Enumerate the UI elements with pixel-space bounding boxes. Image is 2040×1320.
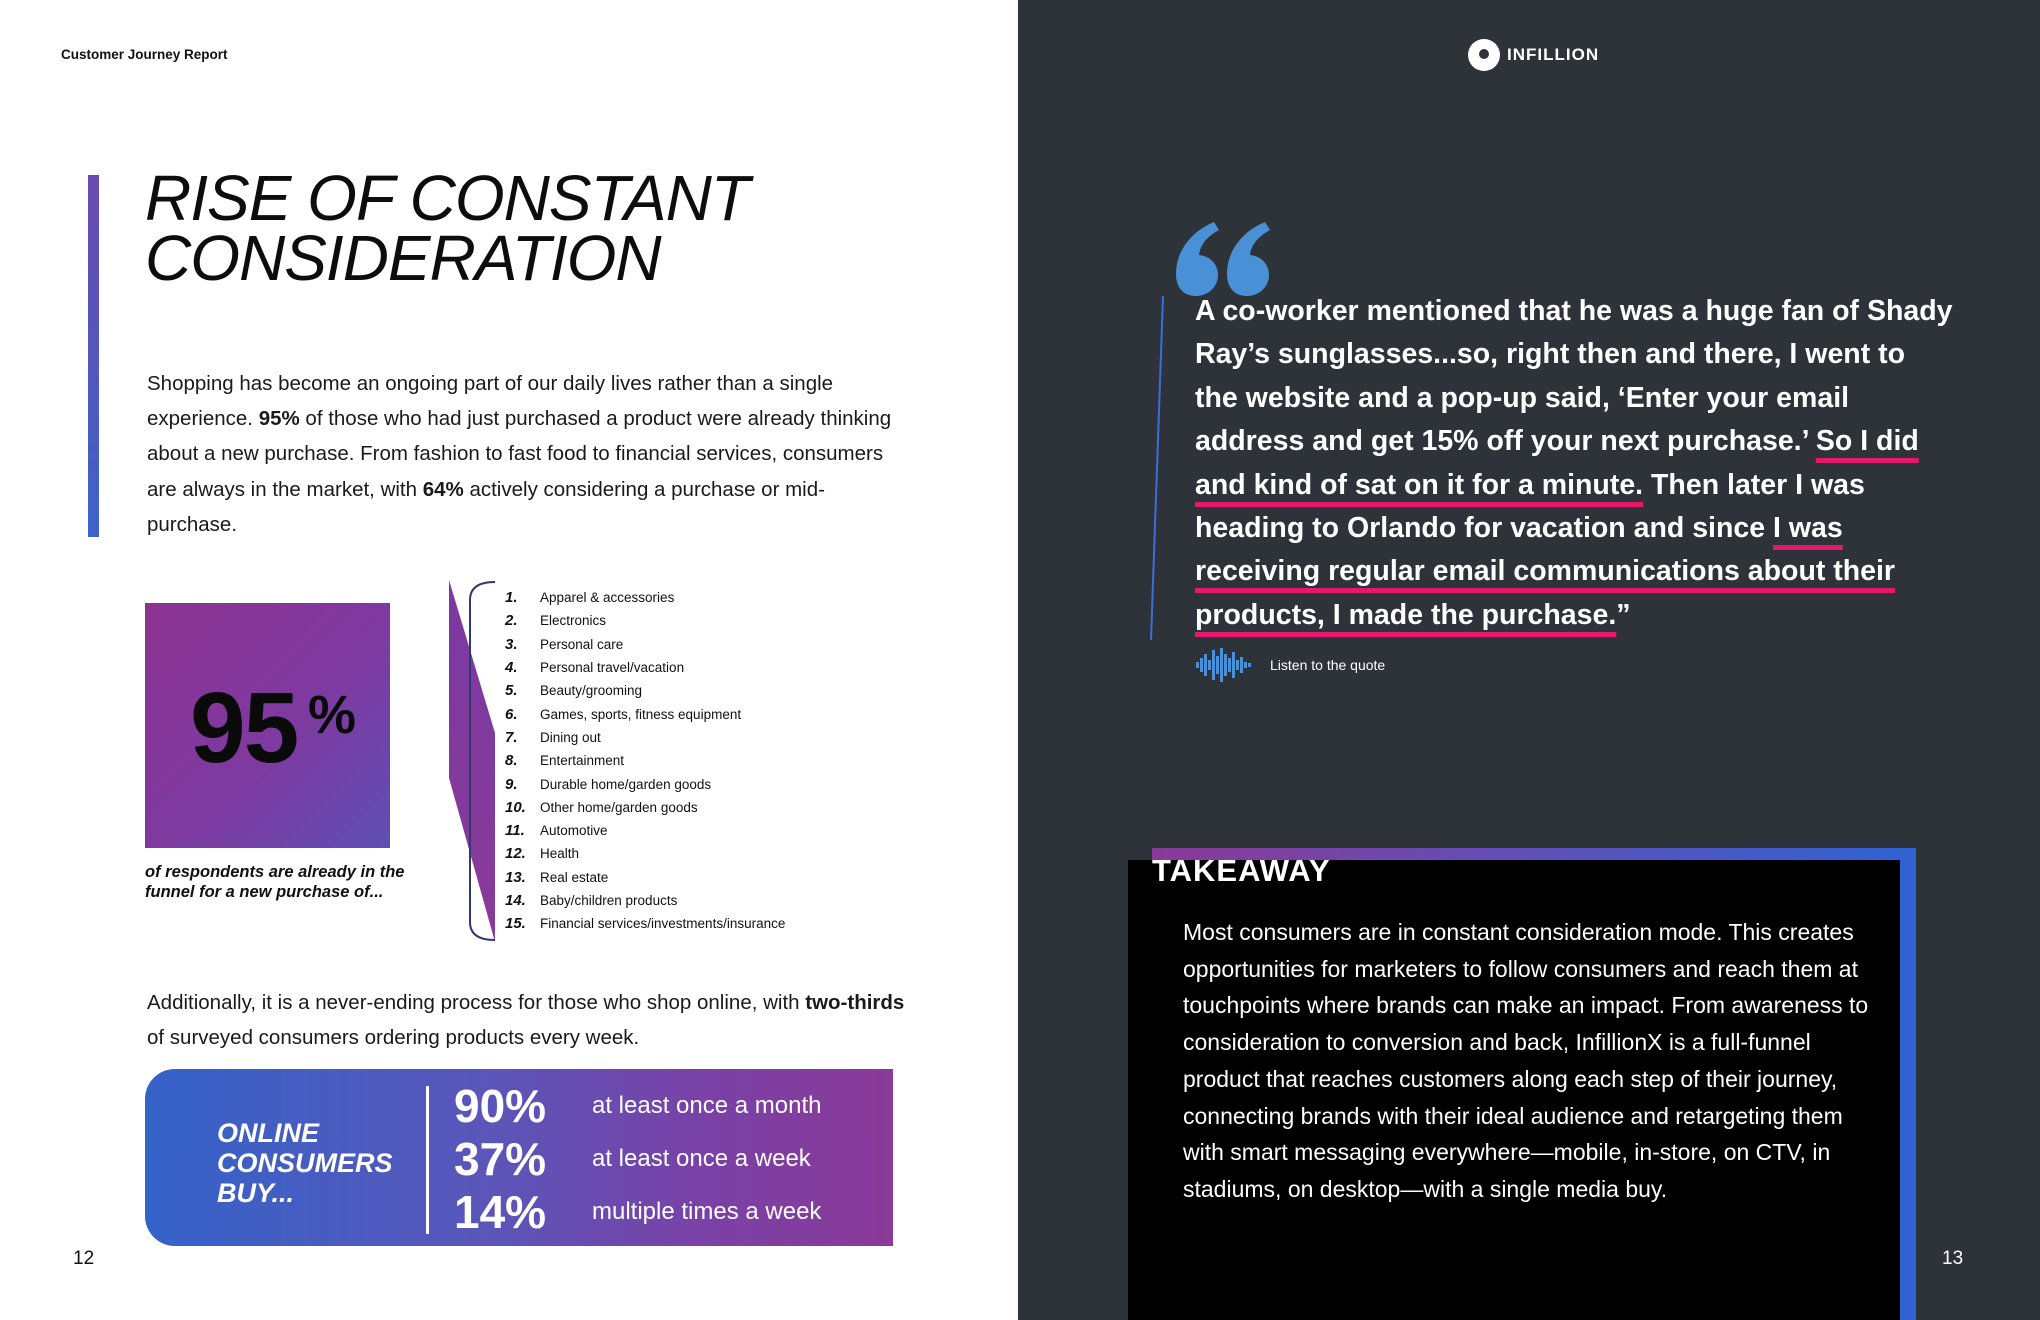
logo-text: INFILLION [1507,45,1600,64]
category-label: Beauty/grooming [540,683,643,699]
buy-row-multiple-weekly [454,1186,821,1238]
category-item [505,819,785,842]
takeaway-text: Most consumers are in constant consideration mode. This creates opportunities for marketers to follow consumers and reach them at touchpoints where brands can make an impact. From awareness to consideration to conversion and back, InfillionX is a full-funnel product that reaches customers along each step of their journey, connecting brands with their ideal audience and retargeting them with smart messaging everywhere—mobile, in-store, on CTV, in stadiums, on desktop—with a single media buy. [1183,919,1869,1202]
category-label: Dining out [540,729,601,745]
intro-text-2: of those who had just purchased a product were already thinking about a new purchase. From fashion to fast food to financial services, consumers are always in the market, with [147,407,892,501]
intro-paragraph [147,366,907,542]
category-label: Other home/garden goods [540,799,698,815]
category-number: 13. [505,868,526,886]
title-line-1: RISE OF CONSTANT [145,162,749,234]
category-number: 2. [505,612,518,630]
infillion-logo-icon [1468,39,1500,71]
category-item [505,656,785,679]
online-consumers-title [217,1118,393,1208]
category-label: Apparel & accessories [540,590,675,606]
customer-quote [1195,290,1955,637]
category-item [505,702,785,725]
category-label: Personal travel/vacation [540,660,685,676]
page-number: 12 [73,1248,95,1269]
category-label: Games, sports, fitness equipment [540,706,742,722]
category-number: 9. [505,775,518,793]
panel-divider [426,1086,429,1234]
category-number: 5. [505,682,518,700]
category-number: 8. [505,752,518,770]
listen-label[interactable]: Listen to the quote [1270,657,1386,673]
buy-pct: 90% [454,1080,547,1132]
online-shopping-paragraph [147,985,907,1055]
category-number: 7. [505,728,518,746]
category-item [505,679,785,702]
quote-accent-line [1148,296,1164,640]
category-number: 3. [505,635,518,653]
category-item [505,749,785,772]
quote-highlight-1: So I did and kind of sat on it for a minute. [1195,425,1919,501]
category-label: Durable home/garden goods [540,776,712,792]
quote-text-1: A co-worker mentioned that he was a huge fan of Shady Ray’s sunglasses...so, right then and there, I went to the website and a pop-up said, ‘Enter your email address and get 15% off your next purchase.’ [1195,295,1953,458]
category-label: Real estate [540,869,609,885]
buy-row-monthly [454,1080,821,1132]
buy-text: multiple times a week [592,1198,822,1225]
category-label: Automotive [540,823,608,839]
category-list [505,586,785,935]
category-label: Health [540,846,580,862]
audio-waveform-icon[interactable] [1196,648,1252,682]
para2-text-1: Additionally, it is a never-ending process for those who shop online, with [147,991,806,1014]
stat-number: 95 [190,672,298,784]
category-item [505,912,785,935]
buy-pct: 14% [454,1186,547,1238]
buy-title-line-2: CONSUMERS [217,1148,393,1178]
title-accent-bar [88,175,99,537]
category-number: 11. [505,822,525,840]
intro-stat-95: 95% [258,407,300,431]
category-item [505,842,785,865]
quote-mark-icon [1176,222,1272,298]
buy-row-weekly [454,1133,811,1185]
category-number: 6. [505,705,518,723]
category-item [505,866,785,889]
buy-text: at least once a month [592,1092,822,1119]
category-label: Financial services/investments/insurance [540,916,786,932]
category-number: 15. [505,915,526,933]
quote-text-3: ” [1616,598,1631,631]
report-header: Customer Journey Report [61,47,228,62]
listen-quote-button[interactable] [1196,648,1385,682]
category-label: Entertainment [540,753,625,769]
category-number: 14. [505,892,526,909]
intro-text-1: Shopping has become an ongoing part of our daily lives rather than a single experience. [147,372,834,431]
stat-percent-sign: % [308,685,357,745]
category-item [505,889,785,912]
intro-stat-64: 64% [422,477,464,501]
title-line-2: CONSIDERATION [145,222,661,294]
category-bracket-icon [448,578,498,942]
category-number: 1. [505,589,518,607]
category-number: 4. [505,659,518,677]
quote-text-2: Then later I was heading to Orlando for vacation and since [1195,468,1865,545]
category-item [505,726,785,749]
buy-text: at least once a week [592,1145,811,1172]
category-item [505,772,785,795]
quote-highlight-2: I was receiving regular email communications about their products, I made the purchase. [1195,512,1896,631]
category-label: Electronics [540,613,607,629]
page-number: 13 [1942,1248,1964,1269]
category-label: Personal care [540,636,624,652]
left-page [0,0,1018,1320]
takeaway-title: TAKEAWAY [1152,853,1331,888]
page-title [145,162,749,294]
category-item [505,796,785,819]
category-number: 12. [505,845,526,863]
intro-text-3: actively considering a purchase or mid-purchase. [147,477,825,536]
category-item [505,586,785,609]
buy-pct: 37% [454,1133,547,1185]
buy-title-line-3: BUY... [217,1178,295,1208]
category-item [505,633,785,656]
category-number: 10. [505,798,526,816]
category-label: Baby/children products [540,893,678,908]
category-item [505,609,785,632]
stat-caption: of respondents are already in the funnel for a new purchase of... [145,863,405,901]
para2-bold: two-thirds [805,991,905,1014]
buy-title-line-1: ONLINE [217,1118,320,1148]
para2-text-2: of surveyed consumers ordering products every week. [147,1026,640,1050]
infillion-logo [1468,39,1599,71]
